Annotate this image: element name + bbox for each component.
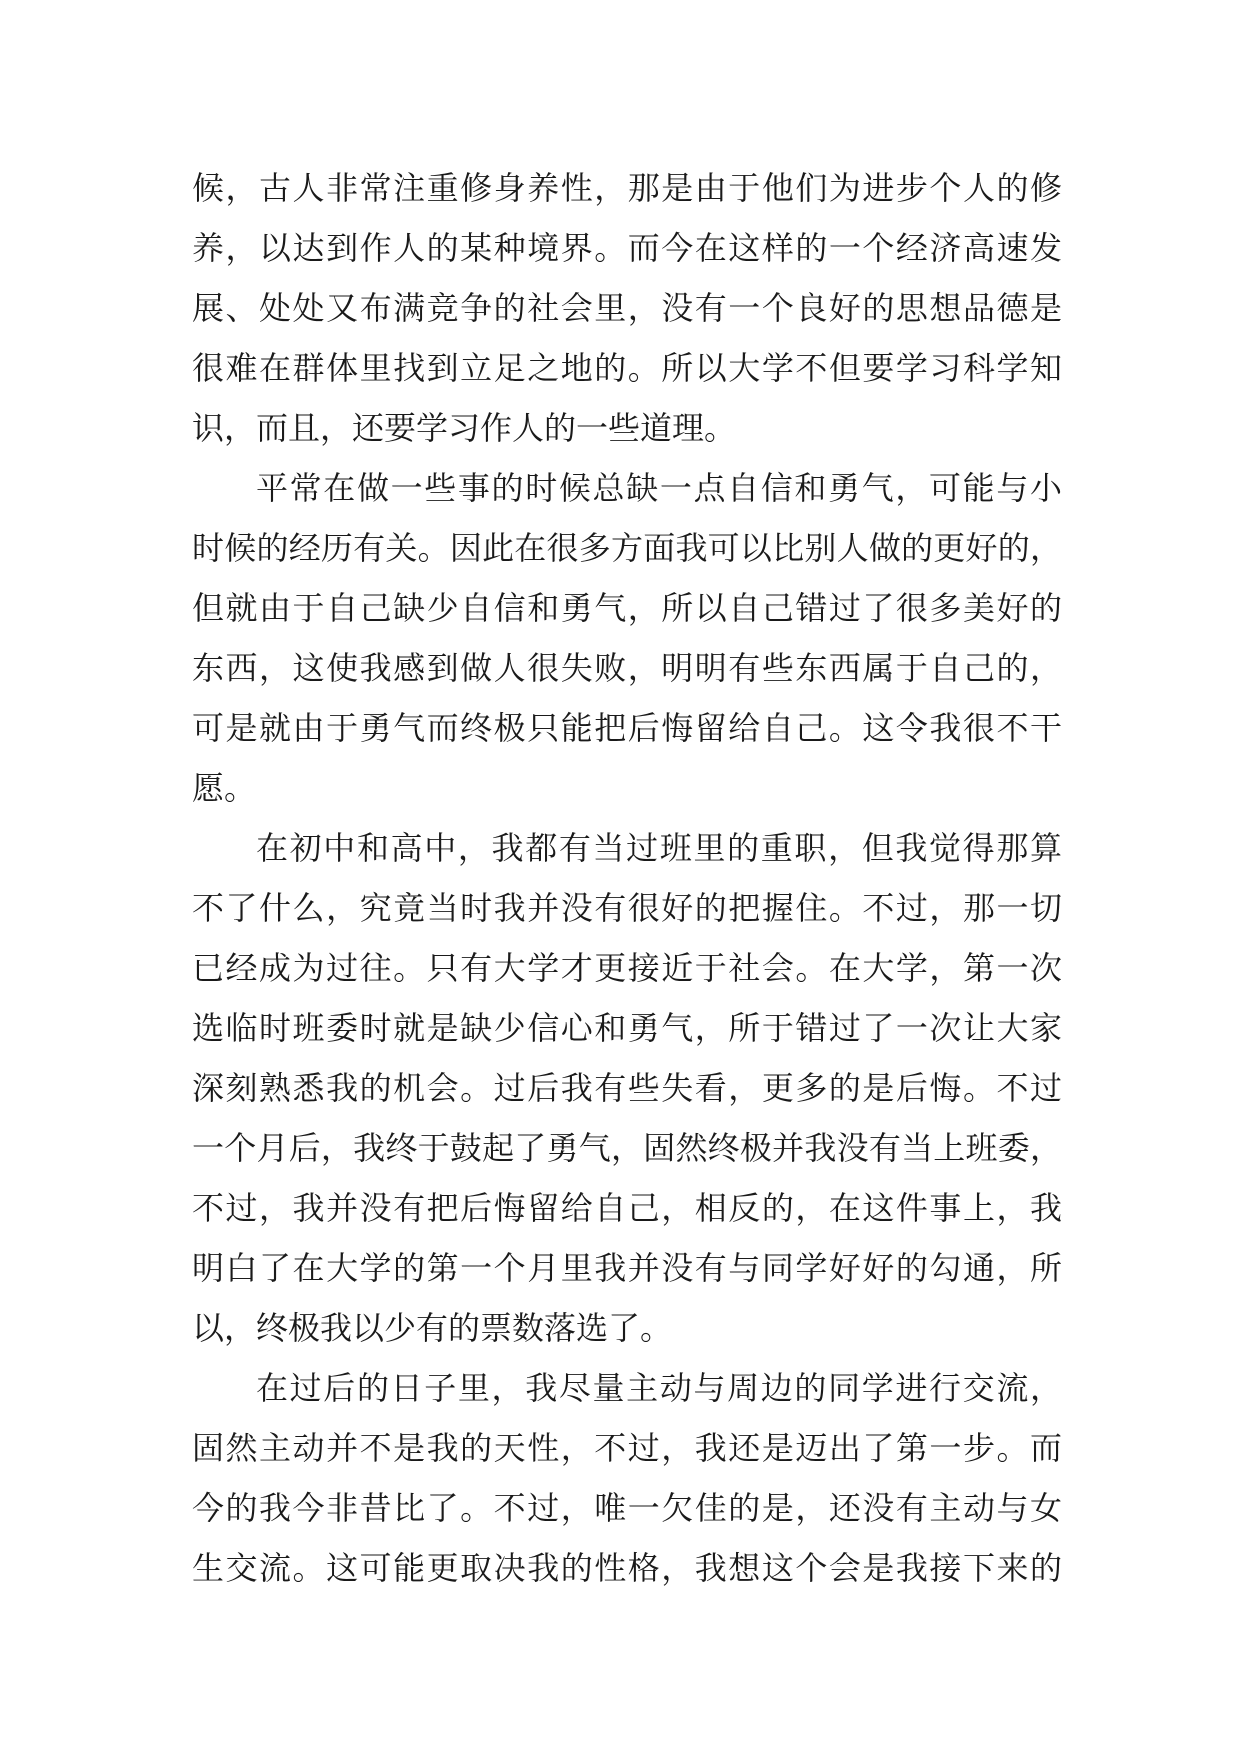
text-line: 不过，我并没有把后悔留给自己，相反的，在这件事上，我 bbox=[192, 1189, 1062, 1227]
text-line: 东西，这使我感到做人很失败，明明有些东西属于自己的， bbox=[192, 649, 1062, 687]
text-line: 明白了在大学的第一个月里我并没有与同学好好的勾通，所 bbox=[192, 1249, 1062, 1287]
text-line: 可是就由于勇气而终极只能把后悔留给自己。这令我很不干 bbox=[192, 709, 1062, 747]
text-line: 养，以达到作人的某种境界。而今在这样的一个经济高速发 bbox=[192, 229, 1062, 267]
paragraph-first-line: 在过后的日子里，我尽量主动与周边的同学进行交流， bbox=[256, 1369, 1062, 1407]
text-line: 候，古人非常注重修身养性，那是由于他们为进步个人的修 bbox=[192, 169, 1062, 207]
text-line: 深刻熟悉我的机会。过后我有些失看，更多的是后悔。不过 bbox=[192, 1069, 1062, 1107]
text-line: 很难在群体里找到立足之地的。所以大学不但要学习科学知 bbox=[192, 349, 1062, 387]
text-line: 时候的经历有关。因此在很多方面我可以比别人做的更好的， bbox=[192, 529, 1062, 567]
text-line: 生交流。这可能更取决我的性格，我想这个会是我接下来的 bbox=[192, 1549, 1062, 1587]
text-line: 今的我今非昔比了。不过，唯一欠佳的是，还没有主动与女 bbox=[192, 1489, 1062, 1527]
paragraph-first-line: 在初中和高中，我都有当过班里的重职，但我觉得那算 bbox=[256, 829, 1062, 867]
text-line: 以，终极我以少有的票数落选了。 bbox=[192, 1309, 673, 1347]
body-text bbox=[192, 158, 1062, 1598]
text-line: 固然主动并不是我的天性，不过，我还是迈出了第一步。而 bbox=[192, 1429, 1062, 1467]
text-line: 但就由于自己缺少自信和勇气，所以自己错过了很多美好的 bbox=[192, 589, 1062, 627]
text-line: 选临时班委时就是缺少信心和勇气，所于错过了一次让大家 bbox=[192, 1009, 1062, 1047]
text-line: 已经成为过往。只有大学才更接近于社会。在大学，第一次 bbox=[192, 949, 1062, 987]
text-line: 展、处处又布满竞争的社会里，没有一个良好的思想品德是 bbox=[192, 289, 1062, 327]
text-line: 愿。 bbox=[192, 769, 257, 807]
text-line: 一个月后，我终于鼓起了勇气，固然终极并我没有当上班委， bbox=[192, 1129, 1062, 1167]
paragraph-first-line: 平常在做一些事的时候总缺一点自信和勇气，可能与小 bbox=[256, 469, 1062, 507]
text-line: 不了什么，究竟当时我并没有很好的把握住。不过，那一切 bbox=[192, 889, 1062, 927]
text-line: 识，而且，还要学习作人的一些道理。 bbox=[192, 409, 737, 447]
